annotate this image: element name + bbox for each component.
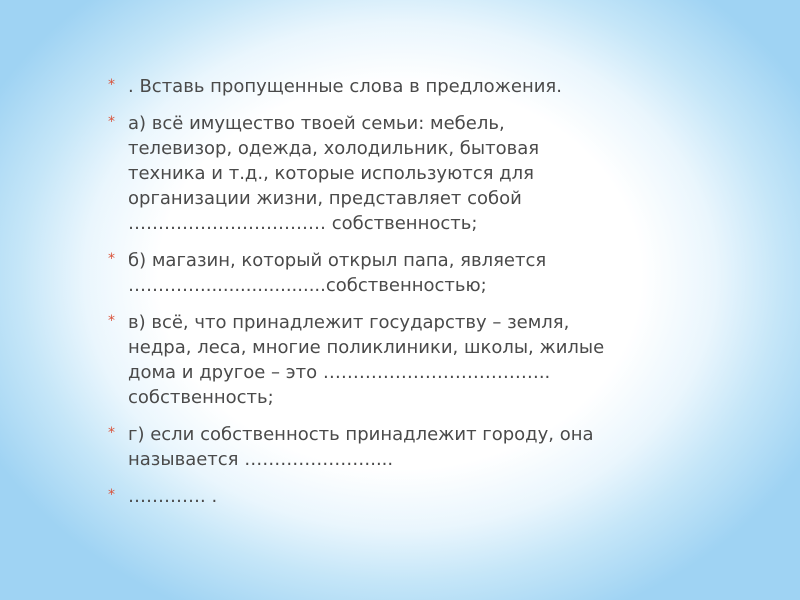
text-line: собственность;: [128, 387, 274, 408]
bullet-item-g: [108, 422, 668, 472]
text-line: г) если собственность принадлежит городу, она: [128, 424, 594, 445]
bullet-item-a: [108, 111, 668, 236]
text-line: телевизор, одежда, холодильник, бытовая: [128, 138, 540, 159]
text-line: организации жизни, представляет собой: [128, 188, 522, 209]
bullet-marker-icon: *: [108, 77, 115, 93]
text-line: называется …………………....: [128, 449, 394, 470]
bullet-instruction: [108, 74, 668, 99]
text-line: в) всё, что принадлежит государству – земля,: [128, 312, 570, 333]
bullet-list: [108, 74, 668, 521]
text-line: …………. .: [128, 486, 218, 507]
text-line: …………......................собственностью;: [128, 275, 487, 296]
text-line: техника и т.д., которые используются для: [128, 163, 534, 184]
bullet-marker-icon: *: [108, 313, 115, 329]
text-line: б) магазин, который открыл папа, является: [128, 250, 547, 271]
bullet-marker-icon: *: [108, 114, 115, 130]
text-line: …………………………… собственность;: [128, 213, 478, 234]
text-line: а) всё имущество твоей семьи: мебель,: [128, 113, 505, 134]
bullet-item-b: [108, 248, 668, 298]
text-line: дома и другое – это ………………………………..: [128, 362, 551, 383]
text-line: недра, леса, многие поликлиники, школы, жилые: [128, 337, 605, 358]
bullet-item-blank: [108, 484, 668, 509]
bullet-item-v: [108, 310, 668, 410]
bullet-marker-icon: *: [108, 251, 115, 267]
text-line: . Вставь пропущенные слова в предложения.: [128, 76, 562, 97]
bullet-marker-icon: *: [108, 425, 115, 441]
bullet-marker-icon: *: [108, 487, 115, 503]
